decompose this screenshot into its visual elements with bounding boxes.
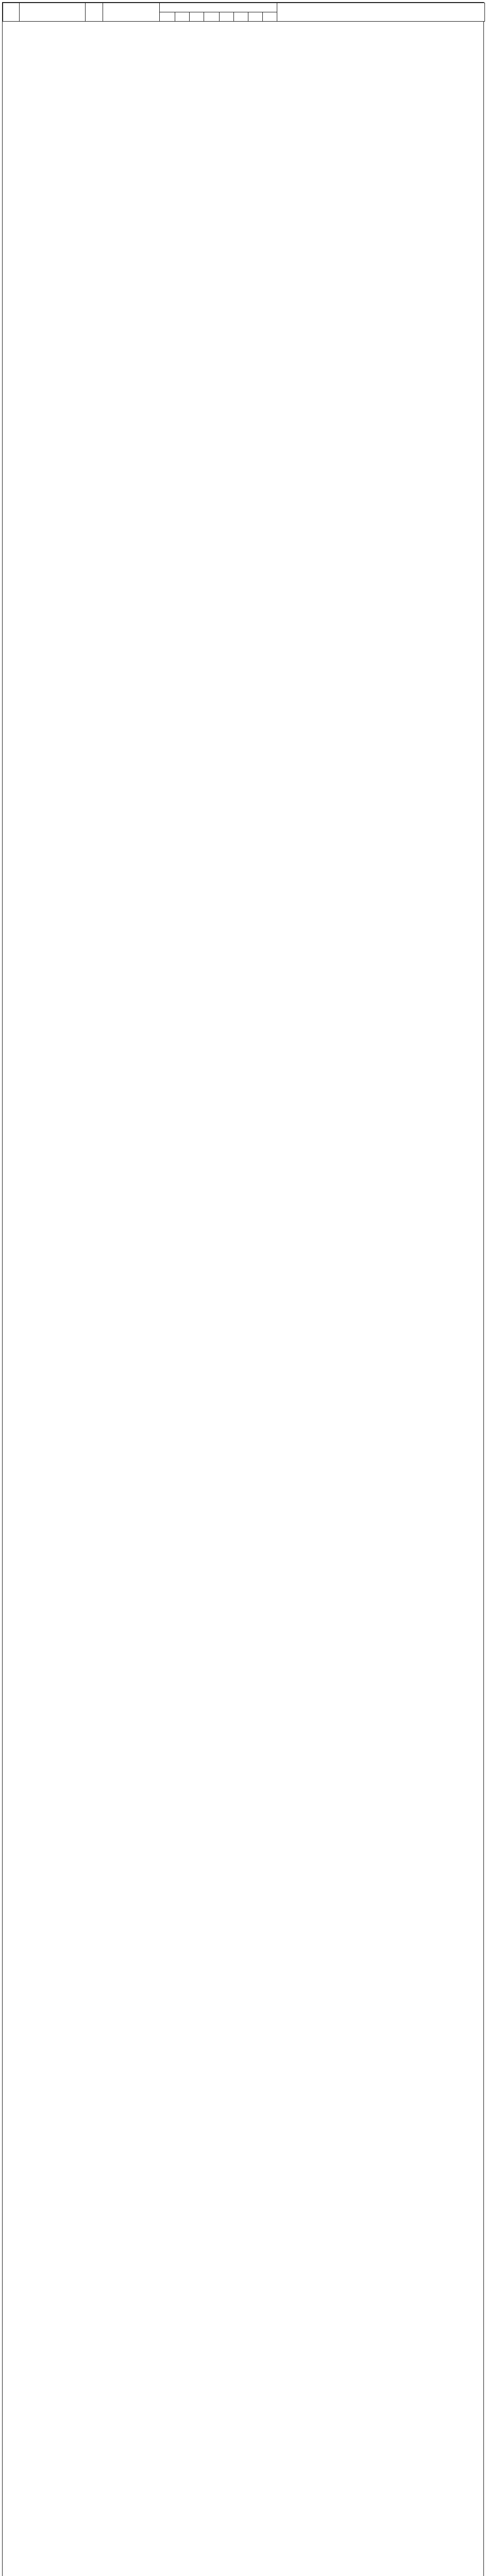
col-header-major-4 (204, 12, 220, 22)
col-header-major-2 (175, 12, 190, 22)
col-header-major-3 (190, 12, 204, 22)
col-header-major-5 (220, 12, 234, 22)
col-header-major-1 (160, 12, 175, 22)
recruitment-table-sheet (2, 2, 484, 2576)
col-header-major-8 (263, 12, 277, 22)
col-header-count (86, 3, 103, 22)
col-header-province (3, 3, 20, 22)
header-row-1 (3, 3, 485, 12)
col-header-major-6 (234, 12, 248, 22)
col-header-requirements (277, 3, 485, 22)
col-header-unit (20, 3, 86, 22)
col-header-major-7 (248, 12, 263, 22)
col-header-majors (160, 3, 277, 12)
col-header-code (103, 3, 160, 22)
recruitment-table (3, 3, 485, 22)
